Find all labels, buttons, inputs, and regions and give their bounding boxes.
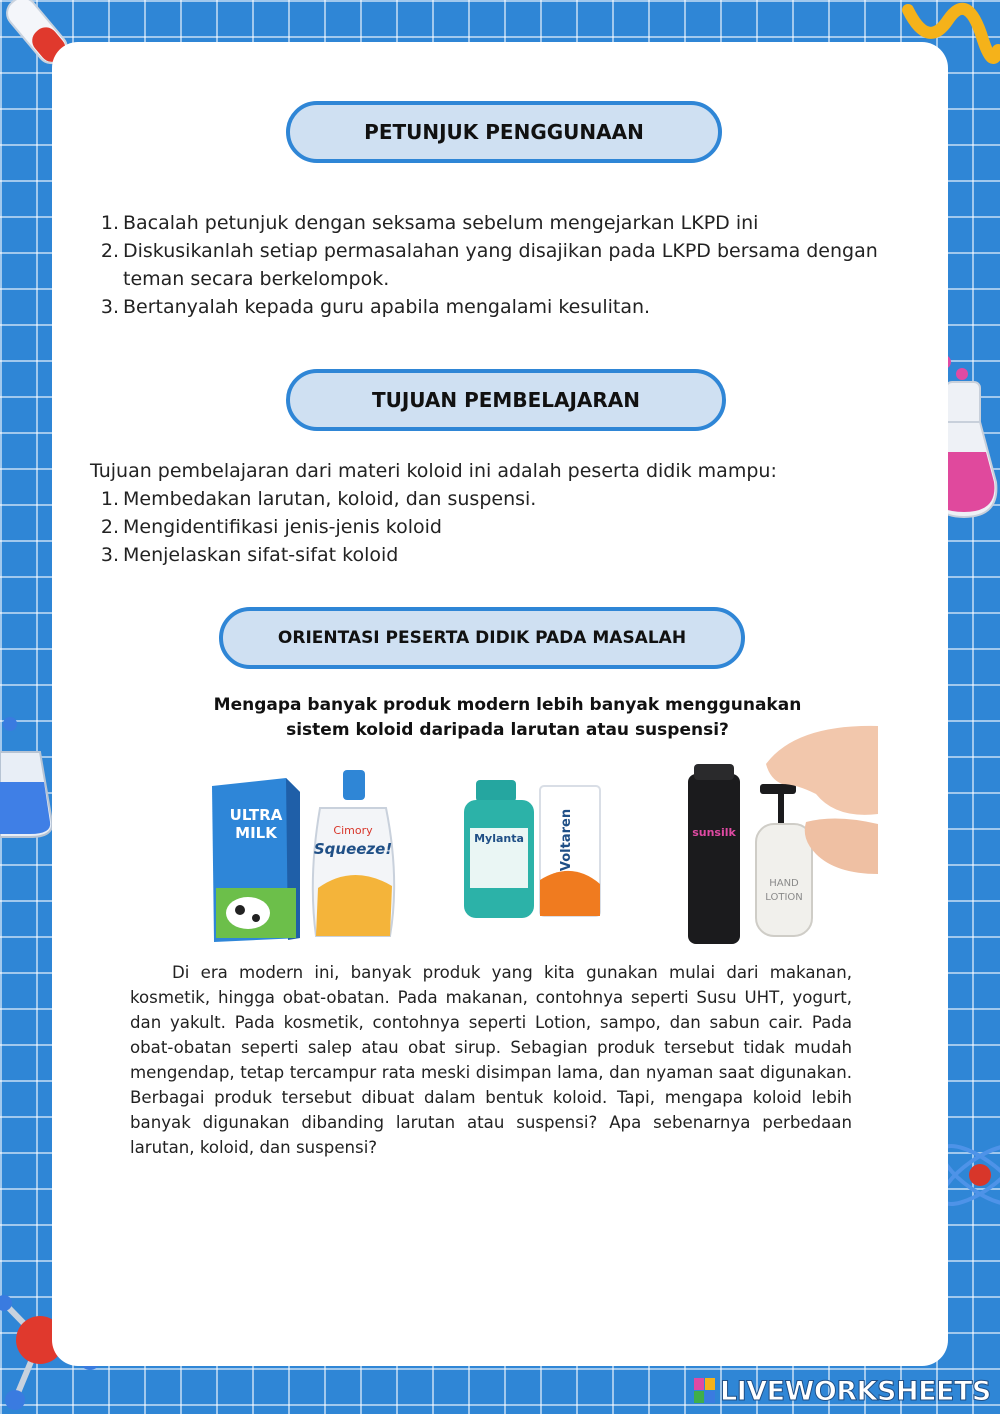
- yogurt-brand-label: Cimory: [333, 824, 373, 837]
- item-text: Menjelaskan sifat-sifat koloid: [123, 544, 399, 566]
- section-title-orientasi: ORIENTASI PESERTA DIDIK PADA MASALAH: [219, 607, 745, 669]
- item-text: Membedakan larutan, koloid, dan suspensi.: [123, 488, 537, 510]
- list-item: [88, 209, 888, 237]
- item-text: Mengidentifikasi jenis-jenis koloid: [123, 516, 442, 538]
- petunjuk-list: [88, 209, 888, 321]
- yogurt-name-label: Squeeze!: [313, 840, 393, 858]
- shampoo-lotion-image: [686, 724, 878, 946]
- milk-label-1: ULTRA: [229, 806, 283, 824]
- tujuan-list: [88, 485, 888, 569]
- list-item: [88, 485, 888, 513]
- section-title-petunjuk: PETUNJUK PENGGUNAAN: [286, 101, 722, 163]
- problem-paragraph: Di era modern ini, banyak produk yang kita gunakan mulai dari makanan, kosmetik, hingga obat-obatan. Pada makanan, contohnya seperti Susu UHT, yogurt, dan yakult. Pada kosmetik, contohnya seperti Lotion, sampo, dan sabun cair. Pada obat-obatan seperti salep atau obat sirup. Sebagian produk tersebut tidak mudah mengendap, tetap tercampur rata meski disimpan lama, dan nyaman saat digunakan. Berbagai produk tersebut dibuat dalam bentuk koloid. Tapi, mengapa koloid lebih banyak digunakan dibanding larutan atau suspensi? Apa sebenarnya perbedaan larutan, koloid, dan suspensi?: [130, 963, 852, 1157]
- voltaren-label: Voltaren: [559, 808, 574, 872]
- item-number: 3.: [100, 544, 119, 566]
- item-number: 1.: [100, 212, 119, 234]
- tujuan-intro: Tujuan pembelajaran dari materi koloid ini adalah peserta didik mampu:: [90, 460, 777, 482]
- item-number: 1.: [100, 488, 119, 510]
- lotion-label-2: LOTION: [765, 892, 803, 903]
- medicine-image: [462, 780, 608, 920]
- guiding-question: Mengapa banyak produk modern lebih banyak menggunakan sistem koloid daripada larutan atau suspensi?: [213, 695, 802, 740]
- item-number: 3.: [100, 296, 119, 318]
- milk-yogurt-image: [208, 768, 404, 946]
- beaker-icon: [0, 712, 60, 842]
- sunsilk-label: sunsilk: [692, 826, 736, 839]
- milk-label-2: MILK: [235, 824, 277, 842]
- list-item: [88, 541, 888, 569]
- mylanta-label: Mylanta: [474, 832, 524, 845]
- item-number: 2.: [100, 516, 119, 538]
- item-number: 2.: [100, 240, 119, 262]
- section-title-tujuan: TUJUAN PEMBELAJARAN: [286, 369, 726, 431]
- lotion-label-1: HAND: [769, 878, 799, 889]
- logo-text: LIVEWORKSHEETS: [720, 1375, 991, 1407]
- item-text: Bertanyalah kepada guru apabila mengalami kesulitan.: [123, 296, 651, 318]
- list-item: [88, 293, 888, 321]
- list-item: [88, 237, 888, 293]
- item-text: Bacalah petunjuk dengan seksama sebelum mengejarkan LKPD ini: [123, 212, 759, 234]
- liveworksheets-logo[interactable]: [692, 1374, 991, 1408]
- item-text: Diskusikanlah setiap permasalahan yang disajikan pada LKPD bersama dengan teman secara berkelompok.: [123, 240, 878, 290]
- liveworksheets-mark-icon: [692, 1376, 718, 1406]
- list-item: [88, 513, 888, 541]
